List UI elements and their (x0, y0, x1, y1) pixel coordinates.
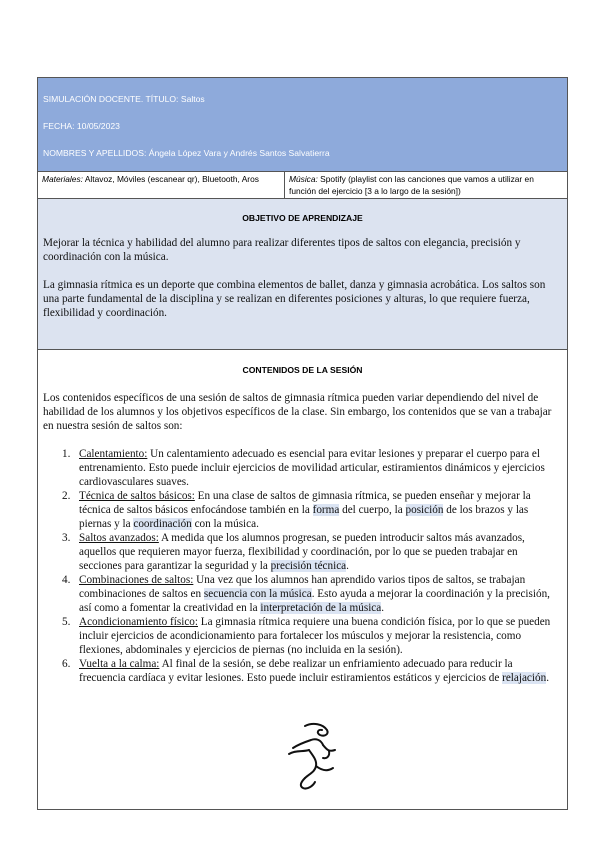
highlight: posición (405, 504, 444, 516)
item-text: Un calentamiento adecuado es esencial para evitar lesiones y preparar el cuerpo para el entrenamiento. Esto puede incluir ejercicios de movilidad articular, estiramientos dinámicos y ejercicios cardiovasculares suaves. (79, 448, 545, 488)
item-text: . (381, 602, 385, 614)
item-text: Una vez que los alumnos han aprendido varios tipos de saltos, se trabajan combinaciones de saltos en (79, 574, 526, 600)
objective-paragraph-1: Mejorar la técnica y habilidad del alumno para realizar diferentes tipos de saltos con elegancia, precisión y coordinación con la música. (43, 237, 521, 263)
item-title: Calentamiento: (79, 448, 148, 460)
item-text: con la música. (191, 518, 259, 530)
highlight: coordinación (133, 518, 192, 530)
header-date: FECHA: 10/05/2023 (43, 121, 120, 131)
materials-row (38, 172, 567, 199)
item-text: La gimnasia rítmica requiere una buena condición física, por lo que se pueden incluir ejercicios de acondicionamiento para fortalecer los músculos y mejorar la resistencia, como flexiones, abdominales y ejercicios de piernas (no incluida en la sesión). (79, 616, 551, 656)
highlight: secuencia con la música (203, 588, 312, 600)
highlight: interpretación de la música (260, 602, 382, 614)
gymnast-drawing-icon (283, 720, 343, 792)
contents-intro: Los contenidos específicos de una sesión de saltos de gimnasia rítmica pueden variar dependiendo del nivel de habilidad de los alumnos y los objetivos específicos de la clase. Sin embargo, los contenidos que se van a trabajar en nuestra sesión de saltos son: (43, 392, 552, 432)
list-item (62, 489, 558, 531)
list-item (62, 573, 558, 615)
item-text: de los brazos y las piernas y la (79, 504, 529, 530)
item-text: . (346, 560, 349, 572)
materials-cell (38, 172, 285, 198)
item-text: . Esto ayuda a mejorar la coordinación y la precisión, así como a fomentar la creatividad en la (79, 588, 550, 614)
header-names: NOMBRES Y APELLIDOS: Ángela López Vara y Andrés Santos Salvatierra (43, 148, 330, 158)
list-item (62, 447, 558, 489)
objective-section (38, 199, 567, 350)
list-item (62, 531, 558, 573)
item-text: A medida que los alumnos progresan, se pueden introducir saltos más avanzados, aquellos que requieren mayor fuerza, flexibilidad y coordinación, por lo que se pueden trabajar en secciones para garantizar la seguridad y la (79, 532, 525, 572)
music-text: Spotify (playlist con las canciones que vamos a utilizar en función del ejercicio [3 a lo largo de la sesión]) (289, 174, 534, 196)
item-title: Saltos avanzados: (79, 532, 159, 544)
item-title: Combinaciones de saltos: (79, 574, 194, 586)
item-text: Al final de la sesión, se debe realizar un enfriamiento adecuado para reducir la frecuencia cardíaca y evitar lesiones. Esto puede incluir estiramientos estáticos y ejercicios de (79, 658, 513, 684)
music-label: Música: (289, 174, 318, 184)
objective-paragraph-2: La gimnasia rítmica es un deporte que combina elementos de ballet, danza y gimnasia acrobática. Los saltos son una parte fundamental de la disciplina y se realizan en diferentes posiciones y alturas, lo que requiere fuerza, flexibilidad y coordinación. (43, 279, 546, 319)
item-number: 1. (62, 448, 71, 460)
list-item (62, 615, 558, 657)
header-title: SIMULACIÓN DOCENTE. TÍTULO: Saltos (43, 94, 205, 104)
item-number: 6. (62, 658, 71, 670)
contents-title: CONTENIDOS DE LA SESIÓN (242, 365, 363, 375)
list-item (62, 657, 558, 685)
header-block (38, 78, 567, 172)
highlight: precisión técnica (270, 560, 347, 572)
item-number: 2. (62, 490, 71, 502)
item-number: 3. (62, 532, 71, 544)
session-document (37, 77, 568, 810)
highlight: forma (312, 504, 340, 516)
item-title: Acondicionamiento físico: (79, 616, 198, 628)
highlight: relajación (502, 672, 547, 684)
item-number: 4. (62, 574, 71, 586)
objective-title: OBJETIVO DE APRENDIZAJE (242, 213, 363, 223)
item-text: del cuerpo, la (339, 504, 406, 516)
music-cell (285, 172, 567, 198)
materials-text: Altavoz, Móviles (escanear qr), Bluetooth, Aros (82, 174, 259, 184)
materials-label: Materiales: (42, 174, 83, 184)
item-number: 5. (62, 616, 71, 628)
item-title: Técnica de saltos básicos: (79, 490, 195, 502)
contents-list (62, 447, 558, 685)
item-text: . (546, 672, 549, 684)
item-text: En una clase de saltos de gimnasia rítmica, se pueden enseñar y mejorar la técnica de saltos básicos enfocándose también en la (79, 490, 531, 516)
item-title: Vuelta a la calma: (79, 658, 160, 670)
